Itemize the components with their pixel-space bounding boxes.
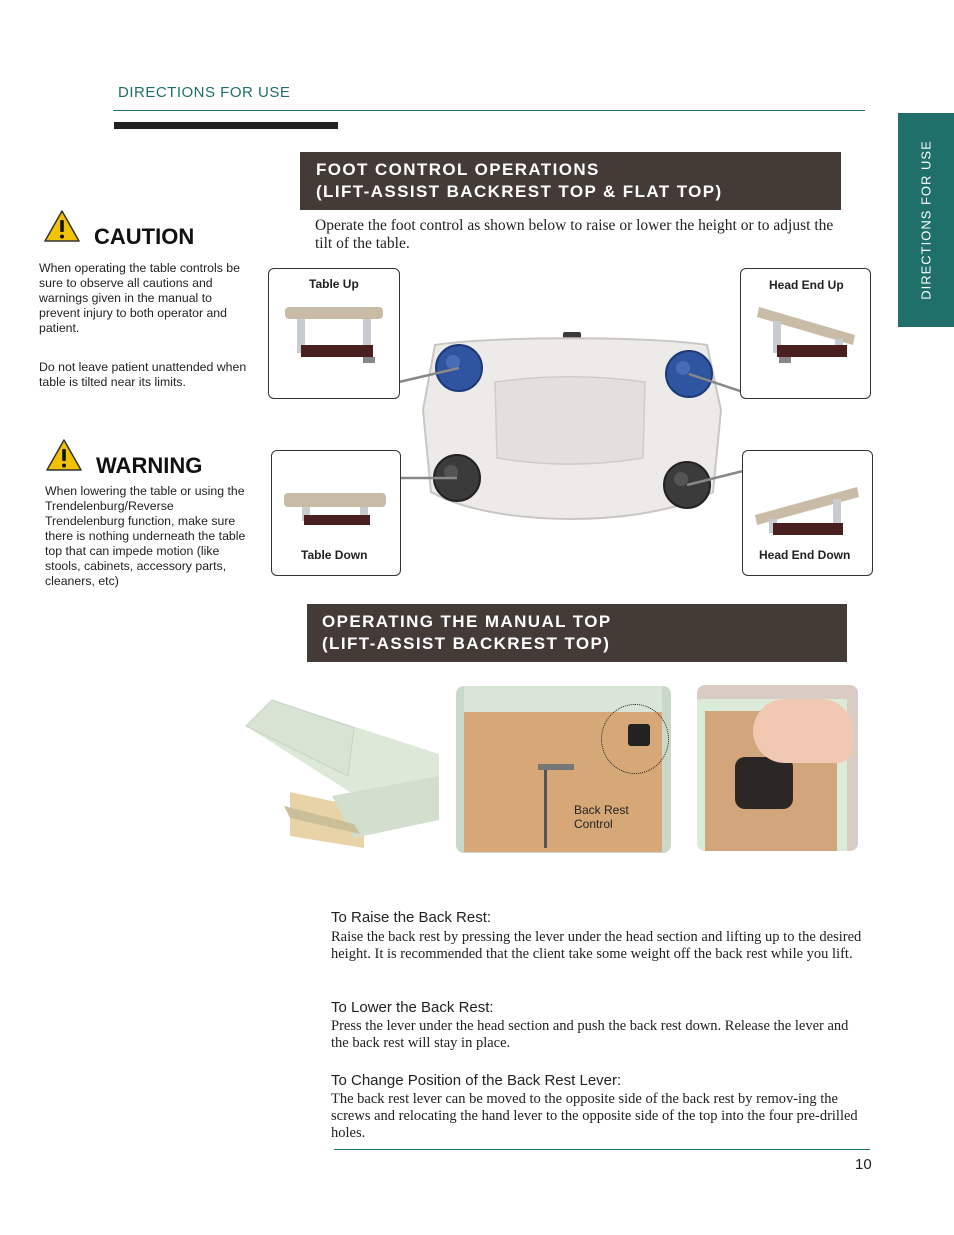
table-down-label: Table Down [301, 548, 368, 562]
manual-top-table-photo [244, 696, 439, 848]
section-foot-control-line2: (LIFT-ASSIST BACKREST TOP & FLAT TOP) [316, 182, 723, 201]
instruction-heading-change: To Change Position of the Back Rest Lever: [331, 1072, 622, 1089]
section-manual-top-header [307, 604, 847, 662]
header-bar [114, 122, 338, 129]
side-tab [898, 113, 954, 327]
instruction-text-raise: Raise the back rest by pressing the lever under the head section and lifting up to the desired height. It is recommended that the client take some weight off the back rest while you lift. [331, 929, 862, 962]
instruction-text-change: The back rest lever can be moved to the opposite side of the back rest by remov-ing the screws and relocating the hand lever to the opposite side of the top into the four pre-drilled holes. [331, 1091, 858, 1141]
head-end-down-illustration [749, 477, 865, 541]
hand-lever-photo [697, 685, 858, 851]
head-end-up-label: Head End Up [769, 278, 844, 292]
foot-control-intro: Operate the foot control as shown below to raise or lower the height or to adjust the tilt of the table. [315, 217, 834, 252]
head-end-down-photo [742, 450, 873, 576]
section-foot-control-header [300, 152, 841, 210]
caution-text-2: Do not leave patient unattended when table is tilted near its limits. [39, 360, 247, 389]
back-rest-control-label-1: Back Rest [574, 803, 629, 817]
head-end-up-illustration [751, 299, 863, 369]
instruction-text-lower: Press the lever under the head section and push the back rest down. Release the lever and the back rest will stay in place. [331, 1018, 849, 1051]
table-down-photo [271, 450, 401, 576]
instruction-heading-lower: To Lower the Back Rest: [331, 999, 494, 1016]
head-end-down-label: Head End Down [759, 548, 851, 562]
side-tab-label: DIRECTIONS FOR USE [918, 140, 934, 300]
caution-title: CAUTION [94, 224, 195, 249]
table-down-illustration [280, 487, 392, 537]
section-manual-top-line2: (LIFT-ASSIST BACKREST TOP) [322, 634, 611, 653]
header-rule [113, 110, 865, 111]
foot-control-pedal-illustration [395, 330, 745, 530]
section-foot-control-line1: FOOT CONTROL OPERATIONS [316, 160, 600, 179]
back-rest-control-photo [456, 686, 671, 853]
back-rest-control-label-2: Control [574, 817, 613, 831]
table-up-illustration [279, 299, 391, 369]
warning-icon [45, 438, 83, 472]
caution-text-1: When operating the table controls be sure to observe all cautions and warnings given in the manual to prevent injury to both operator and patient. [39, 261, 240, 335]
head-end-up-photo [740, 268, 871, 399]
warning-title: WARNING [96, 453, 203, 478]
caution-warning-icon [43, 209, 81, 243]
table-up-photo [268, 268, 400, 399]
instruction-heading-raise: To Raise the Back Rest: [331, 909, 492, 926]
header-label: DIRECTIONS FOR USE [118, 84, 291, 101]
section-manual-top-line1: OPERATING THE MANUAL TOP [322, 612, 612, 631]
page-number: 10 [855, 1156, 872, 1173]
warning-text: When lowering the table or using the Trendelenburg/Reverse Trendelenburg function, make sure there is nothing underneath the table top that can impede motion (like stools, cabinets, accessory parts, cleaners, etc) [45, 484, 246, 588]
footer-rule [334, 1149, 870, 1150]
table-up-label: Table Up [309, 277, 359, 291]
